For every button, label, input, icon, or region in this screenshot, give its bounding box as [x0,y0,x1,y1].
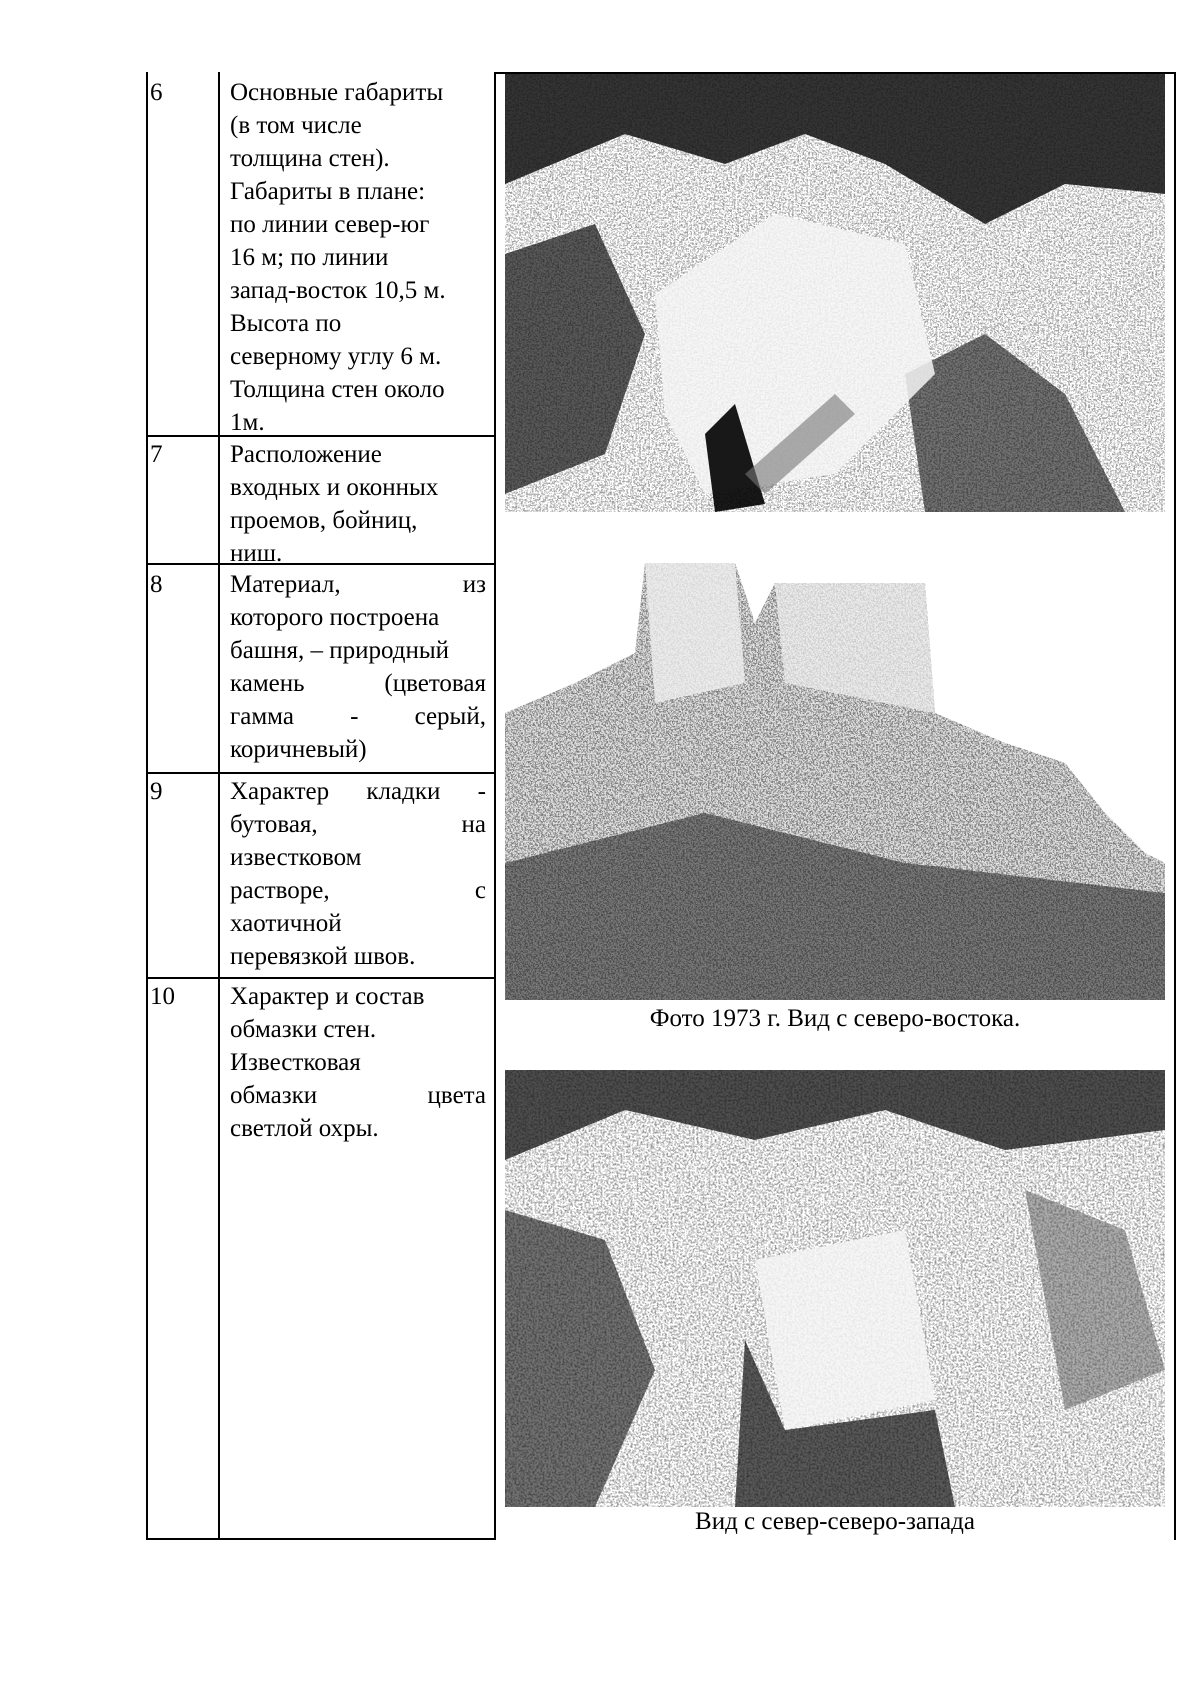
text-line: обмазки стен. [230,1016,377,1043]
row-number: 10 [150,983,175,1010]
text-line: Высота по [230,310,342,337]
text-line [230,700,486,733]
text-line [230,808,486,841]
table-bottom-border [146,1538,496,1540]
text-line: толщина стен). [230,145,390,172]
word: гамма [230,703,294,730]
text-line: хаотичной [230,910,342,937]
photo-column-right-border [1174,72,1176,1540]
text-line: проемов, бойниц, [230,507,418,534]
text-line: 16 м; по линии [230,244,389,271]
text-line: Характер и состав [230,983,425,1010]
word: серый, [414,703,486,730]
row-number: 9 [150,778,163,805]
photo-north-north-west-view [505,1070,1165,1507]
text-line [230,1079,486,1112]
text-line: 1м. [230,409,265,436]
text-line: Известковая [230,1049,361,1076]
row-description [230,980,486,1145]
text-line: Основные габариты [230,79,444,106]
text-line [230,874,486,907]
photo-caption: Фото 1973 г. Вид с северо-востока. [649,1005,1021,1032]
word: цвета [427,1082,486,1109]
text-line: светлой охры. [230,1115,379,1142]
word: камень [230,670,305,697]
word: Характер [230,778,330,805]
photo-image [505,74,1165,512]
word: растворе, [230,877,330,904]
row-description [230,76,486,439]
word: обмазки [230,1082,318,1109]
row-number: 8 [150,571,163,598]
text-line: которого построена [230,604,440,631]
table-column-divider [218,72,220,1540]
text-line: ниш. [230,540,283,567]
text-line: входных и оконных [230,474,439,501]
word: бутовая, [230,811,318,838]
word: из [462,571,486,598]
text-line: Габариты в плане: [230,178,426,205]
row-separator [146,977,496,979]
row-separator [146,772,496,774]
text-line [230,775,486,808]
text-line: Толщина стен около [230,376,445,403]
word: с [474,877,486,904]
table-left-border [146,72,148,1540]
row-number: 7 [150,441,163,468]
word: Материал, [230,571,341,598]
word: на [461,811,486,838]
text-line: северному углу 6 м. [230,343,442,370]
table-right-border [494,72,496,1540]
photo-1973-north-east-view [505,563,1165,1000]
row-number: 6 [150,79,163,106]
photo-image [505,1070,1165,1507]
text-line: перевязкой швов. [230,943,416,970]
text-line: запад-восток 10,5 м. [230,277,446,304]
text-line: башня, – природный [230,637,450,664]
photo-tower-ruin-top [505,74,1165,512]
word: кладки [366,778,441,805]
row-description [230,568,486,766]
text-line [230,667,486,700]
text-line: известковом [230,844,362,871]
text-line: коричневый) [230,736,367,763]
word: (цветовая [384,670,486,697]
photo-image [505,563,1165,1000]
photo-caption: Вид с север-северо-запада [695,1508,975,1535]
text-line: Расположение [230,441,382,468]
row-description [230,438,486,570]
text-line: (в том числе [230,112,362,139]
text-line [230,568,486,601]
text-line: по линии север-юг [230,211,430,238]
word: - [350,703,359,730]
row-description [230,775,486,973]
word: - [477,778,486,805]
